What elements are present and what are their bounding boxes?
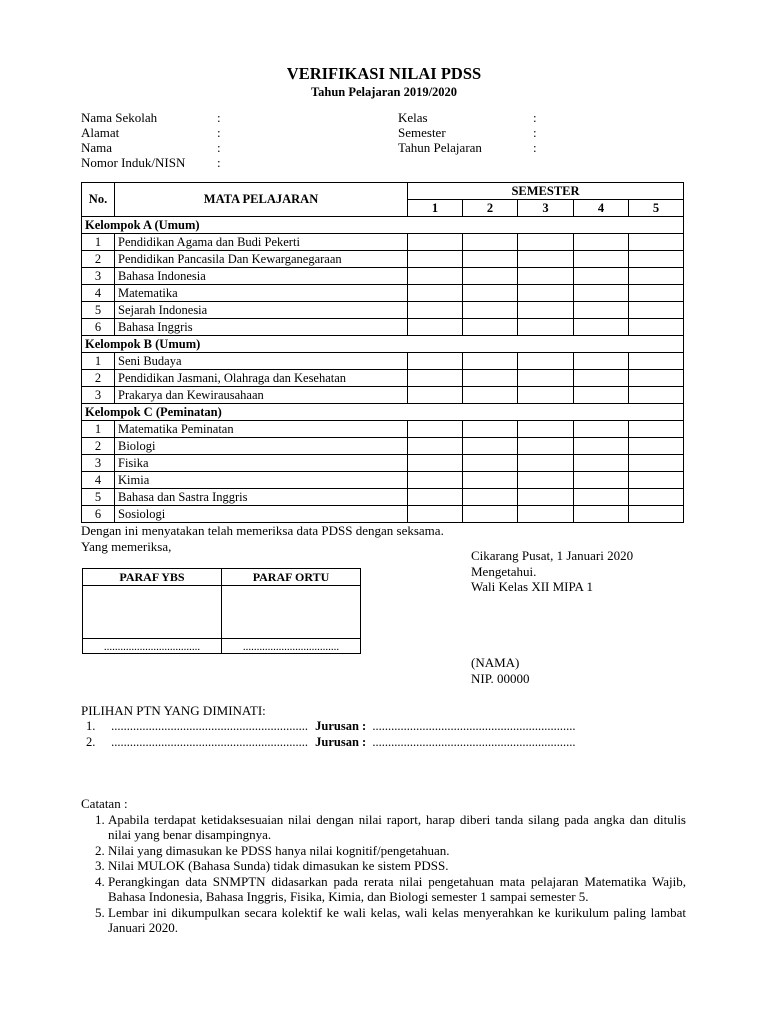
note-item: 4. Perangkingan data SNMPTN didasarkan pada rerata nilai pengetahuan mata pelajaran Matematika Wajib, Bahasa Indonesia, Bahasa Inggris, Fisika, Kimia, dan Biologi semester 1 sampai semester 5.: [108, 874, 686, 905]
identity-colon: :: [533, 140, 537, 155]
notes-list: [81, 812, 686, 936]
grade-cell-semester-5[interactable]: [629, 506, 684, 523]
notes-section: [81, 796, 686, 936]
grade-cell-semester-5[interactable]: [629, 285, 684, 302]
grade-cell-semester-3[interactable]: [518, 234, 574, 251]
identity-label: Nama: [81, 140, 113, 155]
grade-cell-semester-3[interactable]: [518, 506, 574, 523]
subject-number: 2: [82, 251, 115, 268]
grade-cell-semester-2[interactable]: [463, 251, 518, 268]
signature-block: [471, 548, 633, 595]
grade-cell-semester-4[interactable]: [574, 268, 629, 285]
grade-cell-semester-5[interactable]: [629, 251, 684, 268]
grade-cell-semester-4[interactable]: [574, 472, 629, 489]
grade-cell-semester-3[interactable]: [518, 421, 574, 438]
grade-cell-semester-4[interactable]: [574, 251, 629, 268]
identity-label: Nama Sekolah: [81, 110, 158, 125]
grade-cell-semester-3[interactable]: [518, 285, 574, 302]
subject-number: 2: [82, 370, 115, 387]
grade-cell-semester-4[interactable]: [574, 319, 629, 336]
subject-number: 4: [82, 285, 115, 302]
grade-cell-semester-1[interactable]: [408, 251, 463, 268]
table-row: [82, 302, 684, 319]
subject-name: Bahasa dan Sastra Inggris: [115, 489, 408, 506]
identity-label: Alamat: [81, 125, 120, 140]
grade-cell-semester-2[interactable]: [463, 387, 518, 404]
grade-cell-semester-3[interactable]: [518, 438, 574, 455]
paraf-ybs-header: PARAF YBS: [83, 569, 222, 586]
grade-cell-semester-3[interactable]: [518, 387, 574, 404]
grades-table: [81, 182, 684, 523]
subject-number: 2: [82, 438, 115, 455]
grade-cell-semester-5[interactable]: [629, 268, 684, 285]
subject-name: Sosiologi: [115, 506, 408, 523]
identity-label: Semester: [398, 125, 446, 140]
statement-line: Dengan ini menyatakan telah memeriksa data PDSS dengan seksama.: [81, 523, 444, 538]
grade-cell-semester-2[interactable]: [463, 438, 518, 455]
ptn-major-label: Jurusan :: [315, 719, 367, 733]
table-row: [82, 489, 684, 506]
subject-name: Matematika: [115, 285, 408, 302]
grade-cell-semester-3[interactable]: [518, 302, 574, 319]
grade-cell-semester-5[interactable]: [629, 387, 684, 404]
grade-cell-semester-4[interactable]: [574, 421, 629, 438]
header-semester-1: 1: [408, 200, 463, 217]
grade-cell-semester-5[interactable]: [629, 489, 684, 506]
ptn-choice-number: 1.: [86, 719, 96, 733]
header-semester-3: 3: [518, 200, 574, 217]
table-row: [82, 421, 684, 438]
table-row: [82, 387, 684, 404]
known-by: Mengetahui.: [471, 563, 537, 579]
grade-cell-semester-5[interactable]: [629, 234, 684, 251]
grade-cell-semester-1[interactable]: [408, 370, 463, 387]
grade-cell-semester-1[interactable]: [408, 387, 463, 404]
grade-cell-semester-4[interactable]: [574, 455, 629, 472]
grade-cell-semester-5[interactable]: [629, 455, 684, 472]
grade-cell-semester-2[interactable]: [463, 302, 518, 319]
table-row: [82, 285, 684, 302]
place-date: Cikarang Pusat, 1 Januari 2020: [471, 548, 634, 563]
subject-name: Pendidikan Agama dan Budi Pekerti: [115, 234, 408, 251]
document-subtitle: Tahun Pelajaran 2019/2020: [310, 85, 458, 99]
ptn-section: [81, 703, 266, 719]
table-row: [82, 455, 684, 472]
group-row: [82, 217, 684, 234]
paraf-ortu-dots: ...................................: [222, 639, 361, 654]
grade-cell-semester-3[interactable]: [518, 489, 574, 506]
ptn-heading: PILIHAN PTN YANG DIMINATI:: [81, 703, 266, 718]
identity-colon: :: [217, 155, 221, 170]
grade-cell-semester-2[interactable]: [463, 506, 518, 523]
grade-cell-semester-2[interactable]: [463, 268, 518, 285]
grade-cell-semester-2[interactable]: [463, 455, 518, 472]
grade-cell-semester-3[interactable]: [518, 268, 574, 285]
subject-name: Pendidikan Pancasila Dan Kewarganegaraan: [115, 251, 408, 268]
grade-cell-semester-1[interactable]: [408, 472, 463, 489]
subject-number: 3: [82, 455, 115, 472]
table-row: [82, 251, 684, 268]
group-row: [82, 336, 684, 353]
grade-cell-semester-1[interactable]: [408, 302, 463, 319]
grade-cell-semester-5[interactable]: [629, 319, 684, 336]
subject-name: Pendidikan Jasmani, Olahraga dan Kesehatan: [115, 370, 408, 387]
grade-cell-semester-4[interactable]: [574, 302, 629, 319]
paraf-ybs-dots: ...................................: [83, 639, 222, 654]
grade-cell-semester-2[interactable]: [463, 489, 518, 506]
header-semester-4: 4: [574, 200, 629, 217]
grade-cell-semester-1[interactable]: [408, 438, 463, 455]
signer-role: Wali Kelas XII MIPA 1: [471, 579, 593, 594]
grade-cell-semester-5[interactable]: [629, 472, 684, 489]
identity-colon: :: [533, 110, 537, 125]
grade-cell-semester-2[interactable]: [463, 234, 518, 251]
ptn-choice-dots: ...............................................................: [111, 735, 308, 749]
ptn-major-dots: .................................................................: [372, 719, 576, 733]
grade-cell-semester-1[interactable]: [408, 319, 463, 336]
table-row: [82, 438, 684, 455]
grade-cell-semester-3[interactable]: [518, 251, 574, 268]
subject-number: 6: [82, 319, 115, 336]
identity-label: Tahun Pelajaran: [398, 140, 482, 155]
grade-cell-semester-1[interactable]: [408, 268, 463, 285]
note-item: 2. Nilai yang dimasukan ke PDSS hanya nilai kognitif/pengetahuan.: [108, 843, 686, 859]
subject-number: 3: [82, 387, 115, 404]
group-row: [82, 404, 684, 421]
grade-cell-semester-5[interactable]: [629, 438, 684, 455]
grade-cell-semester-3[interactable]: [518, 319, 574, 336]
subject-number: 1: [82, 234, 115, 251]
document-title: VERIFIKASI NILAI PDSS: [286, 64, 482, 83]
grade-cell-semester-2[interactable]: [463, 421, 518, 438]
grade-cell-semester-4[interactable]: [574, 506, 629, 523]
table-row: [82, 234, 684, 251]
grade-cell-semester-4[interactable]: [574, 353, 629, 370]
grade-cell-semester-2[interactable]: [463, 319, 518, 336]
table-row: [82, 472, 684, 489]
note-item: 1. Apabila terdapat ketidaksesuaian nilai dengan nilai raport, harap diberi tanda silang pada angka dan ditulis nilai yang benar disampingnya.: [108, 812, 686, 843]
identity-colon: :: [217, 125, 221, 140]
header-semester-2: 2: [463, 200, 518, 217]
notes-heading: Catatan :: [81, 796, 128, 811]
subject-number: 3: [82, 268, 115, 285]
subject-name: Seni Budaya: [115, 353, 408, 370]
subject-name: Prakarya dan Kewirausahaan: [115, 387, 408, 404]
grade-cell-semester-1[interactable]: [408, 506, 463, 523]
table-row: [82, 319, 684, 336]
ptn-choice-2: [86, 735, 575, 750]
group-name: Kelompok C (Peminatan): [82, 404, 684, 421]
subject-name: Fisika: [115, 455, 408, 472]
signer-nip: NIP. 00000: [471, 670, 530, 686]
subject-number: 4: [82, 472, 115, 489]
ptn-choice-number: 2.: [86, 735, 96, 749]
note-item: 3. Nilai MULOK (Bahasa Sunda) tidak dimasukan ke sistem PDSS.: [108, 858, 686, 874]
identity-colon: :: [533, 125, 537, 140]
subject-number: 6: [82, 506, 115, 523]
ptn-choice-1: [86, 719, 575, 734]
ptn-choice-dots: ...............................................................: [111, 719, 308, 733]
checker-label: Yang memeriksa,: [81, 539, 172, 554]
grade-cell-semester-4[interactable]: [574, 285, 629, 302]
subject-name: Bahasa Indonesia: [115, 268, 408, 285]
grade-cell-semester-1[interactable]: [408, 489, 463, 506]
subject-number: 1: [82, 421, 115, 438]
grade-cell-semester-4[interactable]: [574, 234, 629, 251]
table-row: [82, 370, 684, 387]
grade-cell-semester-4[interactable]: [574, 387, 629, 404]
grade-cell-semester-1[interactable]: [408, 285, 463, 302]
identity-colon: :: [217, 110, 221, 125]
ptn-major-dots: .................................................................: [372, 735, 576, 749]
grade-cell-semester-2[interactable]: [463, 285, 518, 302]
grade-cell-semester-1[interactable]: [408, 421, 463, 438]
grade-cell-semester-1[interactable]: [408, 353, 463, 370]
group-name: Kelompok B (Umum): [82, 336, 684, 353]
subject-name: Biologi: [115, 438, 408, 455]
subject-name: Sejarah Indonesia: [115, 302, 408, 319]
grade-cell-semester-2[interactable]: [463, 353, 518, 370]
grade-cell-semester-5[interactable]: [629, 421, 684, 438]
grade-cell-semester-5[interactable]: [629, 370, 684, 387]
subject-name: Matematika Peminatan: [115, 421, 408, 438]
grade-cell-semester-3[interactable]: [518, 353, 574, 370]
grade-cell-semester-3[interactable]: [518, 472, 574, 489]
grade-cell-semester-4[interactable]: [574, 438, 629, 455]
paraf-ortu-header: PARAF ORTU: [222, 569, 361, 586]
table-row: [82, 353, 684, 370]
grade-cell-semester-3[interactable]: [518, 370, 574, 387]
identity-label: Nomor Induk/NISN: [81, 155, 186, 170]
paraf-ortu-cell[interactable]: [222, 586, 361, 639]
table-row: [82, 506, 684, 523]
signer-name: (NAMA): [471, 655, 520, 670]
subject-number: 5: [82, 302, 115, 319]
subject-name: Bahasa Inggris: [115, 319, 408, 336]
table-row: [82, 268, 684, 285]
header-semester-5: 5: [629, 200, 684, 217]
header-subject: MATA PELAJARAN: [115, 183, 408, 217]
grades-body: [82, 217, 684, 523]
paraf-table: [82, 568, 361, 654]
subject-number: 5: [82, 489, 115, 506]
header-no: No.: [82, 183, 115, 217]
identity-label: Kelas: [398, 110, 428, 125]
grade-cell-semester-4[interactable]: [574, 370, 629, 387]
group-name: Kelompok A (Umum): [82, 217, 684, 234]
ptn-major-label: Jurusan :: [315, 735, 367, 749]
grade-cell-semester-1[interactable]: [408, 455, 463, 472]
note-item: 5. Lembar ini dikumpulkan secara kolektif ke wali kelas, wali kelas menyerahkan ke kurikulum paling lambat Januari 2020.: [108, 905, 686, 936]
subject-name: Kimia: [115, 472, 408, 489]
grade-cell-semester-2[interactable]: [463, 472, 518, 489]
grade-cell-semester-3[interactable]: [518, 455, 574, 472]
grade-cell-semester-5[interactable]: [629, 353, 684, 370]
header-semester: SEMESTER: [408, 183, 684, 200]
statement: [81, 523, 444, 555]
grade-cell-semester-4[interactable]: [574, 489, 629, 506]
subject-number: 1: [82, 353, 115, 370]
grade-cell-semester-5[interactable]: [629, 302, 684, 319]
grade-cell-semester-1[interactable]: [408, 234, 463, 251]
grade-cell-semester-2[interactable]: [463, 370, 518, 387]
paraf-ybs-cell[interactable]: [83, 586, 222, 639]
signer-name-block: [471, 655, 530, 686]
identity-colon: :: [217, 140, 221, 155]
